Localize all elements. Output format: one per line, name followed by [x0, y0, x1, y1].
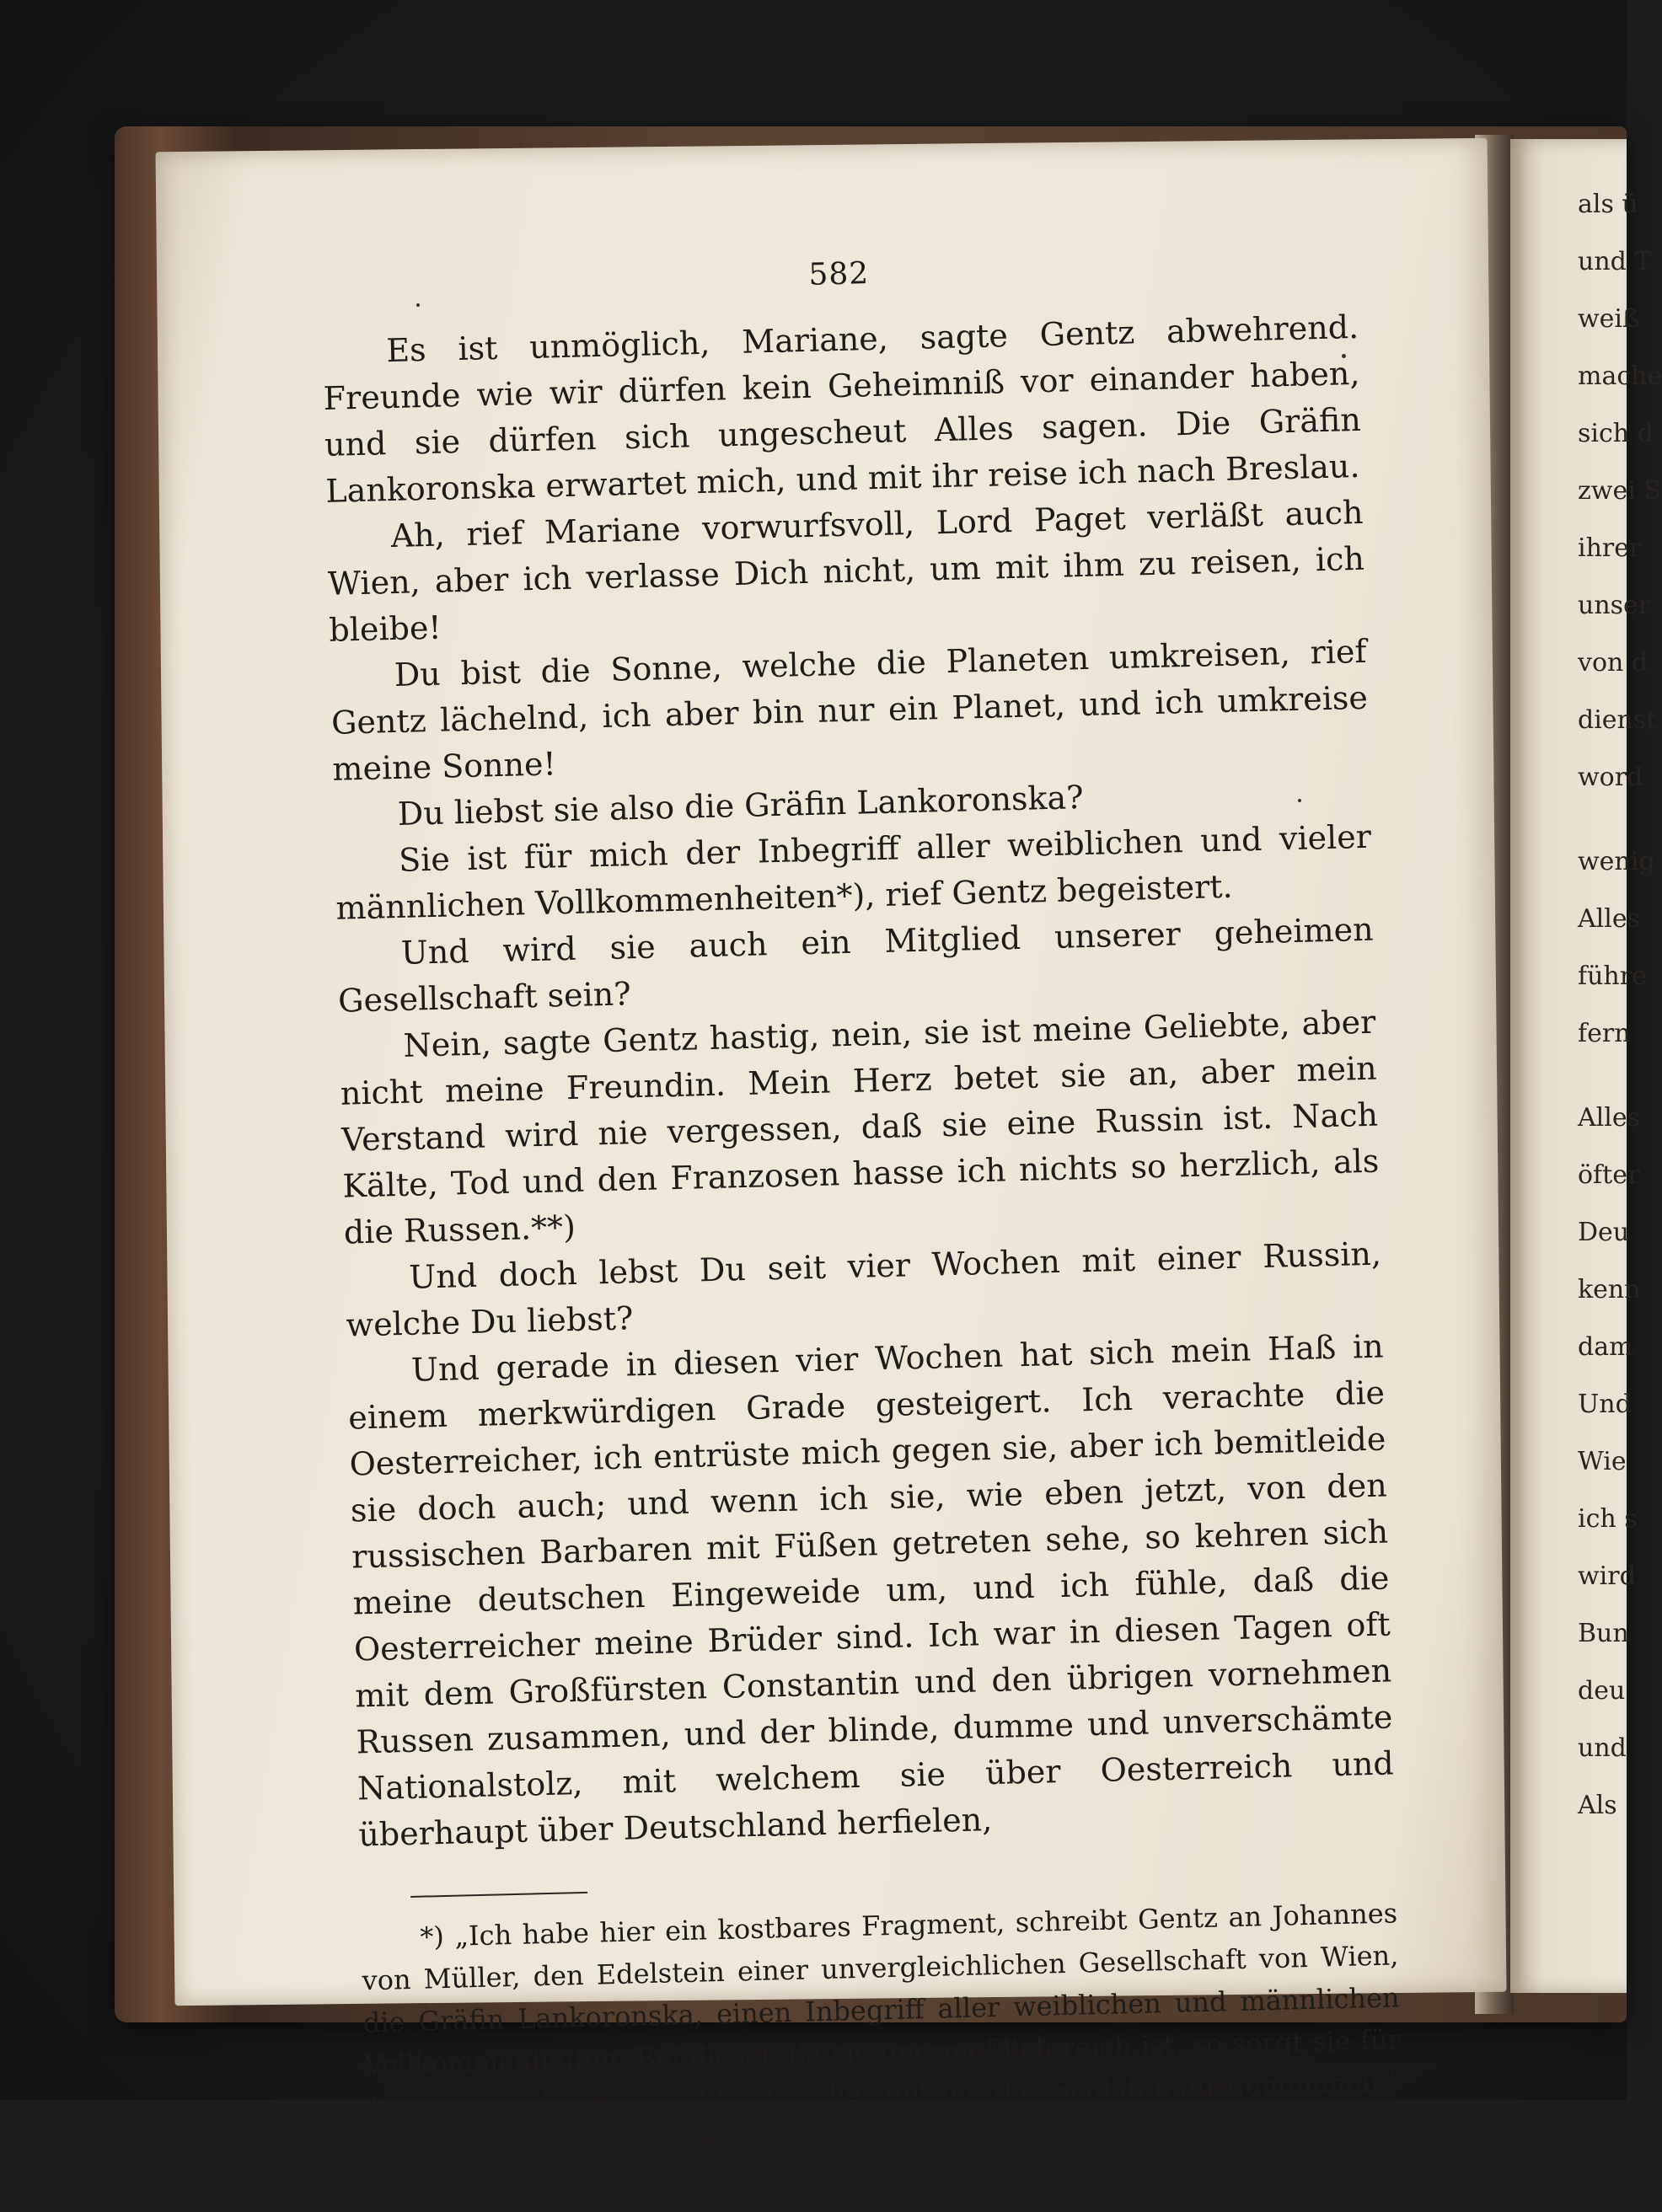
facing-line: Deu — [1578, 1218, 1630, 1247]
paragraph: Du liebst sie also die Gräfin Lankoronska? — [397, 779, 1085, 833]
facing-line: und T — [1578, 247, 1652, 276]
paragraph: Und gerade in diesen vier Wochen hat sich mein Haß in einem merkwürdigen Grade gesteigert. Ich verachte die Oesterreicher, ich entrüste mich gegen sie, aber ich bemitleide sie doch auch; und wenn ich sie, wie eben jetzt, von den russischen Barbaren mit Füßen getreten sehe, so kehren sich meine deutschen Eingeweide um, und ich fühle, daß die Oesterreicher meine Brüder sind. Ich war in diesen Tagen oft mit dem Großfürsten Constantin und den übrigen vornehmen Russen zusammen, und der blinde, dumme und unverschämte Nationalstolz, mit welchem sie über Oesterreich und überhaupt über Deutschland herfielen, — [347, 1327, 1395, 1854]
facing-line: Und — [1578, 1390, 1632, 1419]
facing-line: dienst — [1578, 705, 1657, 735]
facing-line: als ü — [1578, 190, 1638, 219]
paragraph: Nein, sagte Gentz hastig, nein, sie ist meine Geliebte, aber nicht meine Freundin. Mein Herz betet sie an, aber mein Verstand wird nie vergessen, daß sie eine Russin ist. Nach Kälte, Tod und den Franzosen hasse ich nichts so herzlich, als die Russen.**) — [340, 1003, 1380, 1251]
footnote-divider — [410, 1892, 587, 1898]
facing-line: von d — [1578, 648, 1649, 678]
facing-line: mache — [1578, 362, 1662, 391]
page-text — [320, 244, 1404, 2212]
facing-line: deu — [1578, 1676, 1626, 1706]
facing-line: und — [1578, 1733, 1627, 1763]
facing-line: fern — [1578, 1019, 1631, 1048]
paragraph: Sie ist für mich der Inbegriff aller weiblichen und vieler männlichen Vollkommenheiten*), rief Gentz begeistert. — [335, 817, 1372, 927]
facing-line: ich s — [1578, 1504, 1638, 1534]
facing-line: zwei S — [1578, 476, 1661, 506]
facing-line: wird — [1578, 1561, 1636, 1591]
facing-line: Bun — [1578, 1619, 1629, 1648]
paragraph: Und wird sie auch ein Mitglied unserer geheimen Gesellschaft sein? — [337, 910, 1375, 1020]
footnote: **) Gentz's eigene Worte. — [426, 2165, 773, 2206]
facing-page — [1510, 139, 1662, 1993]
facing-line: Als — [1578, 1791, 1617, 1820]
facing-line: sich d — [1578, 419, 1654, 448]
paragraph: Es ist unmöglich, Mariane, sagte Gentz abwehrend. Freunde wie wir dürfen kein Geheimniß vor einander haben, und sie dürfen sich ungescheut Alles sagen. Die Gräfin Lankoronska erwartet mich, und mit ihr reise ich nach Breslau. — [323, 308, 1362, 510]
facing-line: dam — [1578, 1332, 1633, 1362]
facing-line: ihrer — [1578, 533, 1642, 563]
facing-line: öfter — [1578, 1160, 1640, 1190]
paragraph: Und doch lebst Du seit vier Wochen mit einer Russin, welche Du liebst? — [346, 1235, 1382, 1344]
facing-line: weiß — [1578, 304, 1640, 334]
page-number: 582 — [807, 256, 870, 292]
paragraph: Ah, rief Mariane vorwurfsvoll, Lord Paget verläßt auch Wien, aber ich verlasse Dich nicht, um mit ihm zu reisen, ich bleibe! — [327, 493, 1365, 649]
footnote: *) „Ich habe hier ein kostbares Fragment, schreibt Gentz an Johannes von Müller, den Edelstein einer unvergleichlichen Gesellschaft von Wien, die Gräfin Lankoronska, einen Inbegriff aller weiblichen und männlichen Vollkommenheiten. Bei dieser, da sie unermeßlich reich ist, so sorgt sie für Alles, lebe ich, reise und treibe Alles mit ihr, das Schlafen ausgenommen.“ Siehe: Briefwechsel Seite 167. — [362, 1897, 1402, 2166]
facing-line: Alles — [1578, 1103, 1641, 1133]
facing-line: word — [1578, 763, 1643, 792]
paragraph: Du bist die Sonne, welche die Planeten umkreisen, rief Gentz lächelnd, ich aber bin nur ein Planet, und ich umkreise meine Sonne! — [330, 632, 1369, 788]
facing-line: unser — [1578, 591, 1651, 620]
facing-line: Alles — [1578, 904, 1641, 934]
facing-line: kenn — [1578, 1275, 1641, 1304]
facing-line: Wie — [1578, 1447, 1627, 1476]
facing-line: wenig — [1578, 847, 1655, 876]
facing-line: führe — [1578, 961, 1647, 991]
